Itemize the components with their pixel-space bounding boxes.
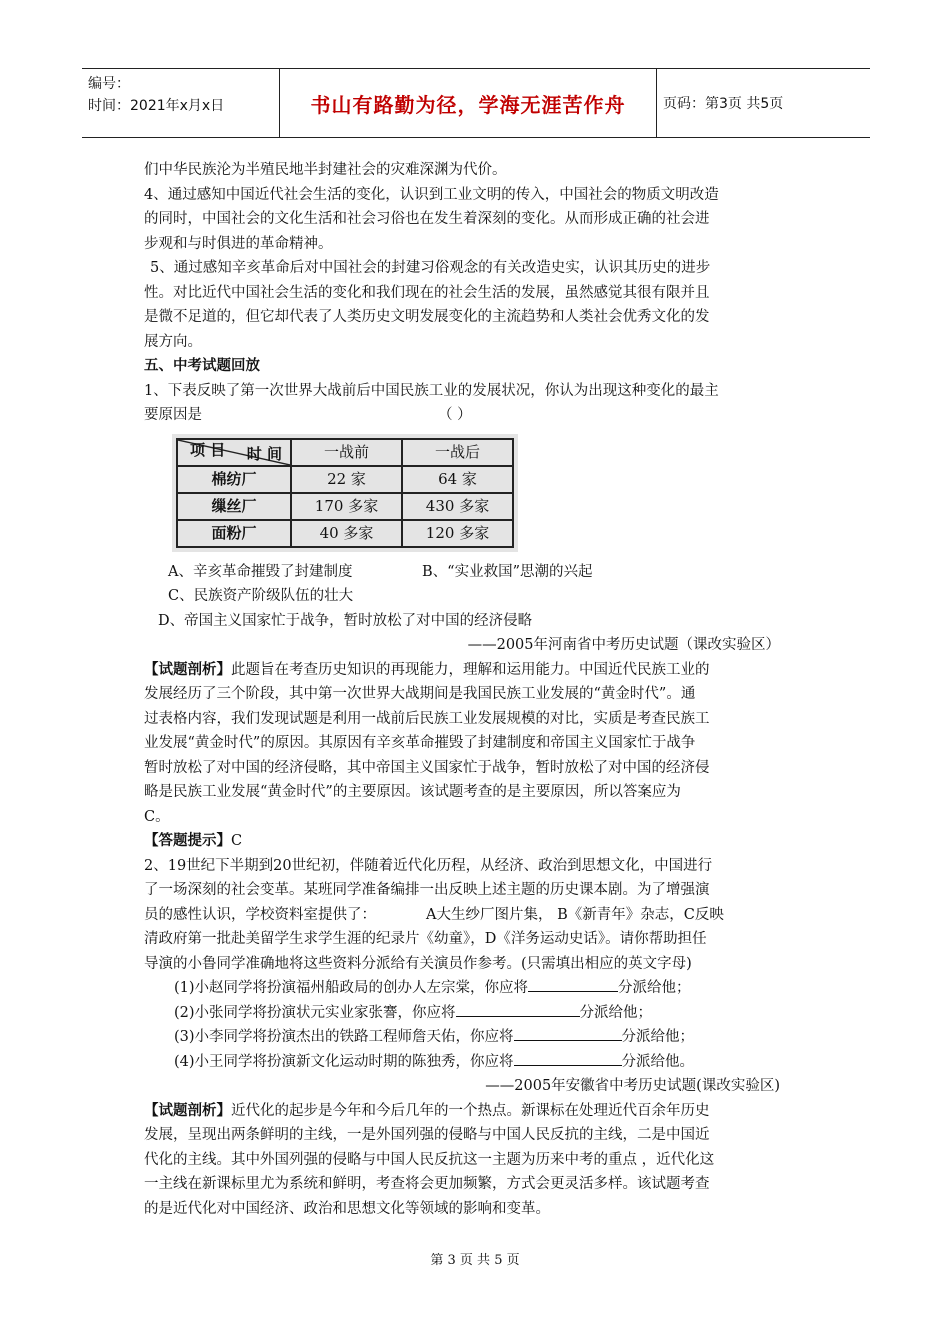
paragraph: 4、通过感知中国近代社会生活的变化，认识到工业文明的传入，中国社会的物质文明改造 xyxy=(144,186,719,203)
page-footer: 第 3 页 共 5 页 xyxy=(430,1253,520,1268)
option-b: B、“实业救国”思潮的兴起 xyxy=(422,563,593,580)
analysis-paragraph xyxy=(144,1099,808,1124)
table-row xyxy=(177,493,513,520)
sub-question-4 xyxy=(144,1050,808,1075)
header-motto: 书山有路勤为径，学海无涯苦作舟 xyxy=(279,69,657,137)
cell-before: 22 家 xyxy=(291,466,402,493)
paragraph: 5、通过感知辛亥革命后对中国社会的封建习俗观念的有关改造史实，认识其历史的进步 xyxy=(150,260,711,276)
table-corner-cell xyxy=(177,439,291,466)
sub-question-2 xyxy=(144,1001,808,1026)
question-1-stem-cont xyxy=(144,403,808,428)
fill-blank-2[interactable] xyxy=(456,1002,580,1017)
question-2-stem: 清政府第一批赴美留学生求学生涯的纪录片《幼童》，D《洋务运动史话》。请你帮助担任 xyxy=(144,931,707,947)
paragraph: 是微不足道的，但它却代表了人类历史文明发展变化的主流趋势和人类社会优秀文化的发 xyxy=(144,309,710,325)
analysis-line: 发展经历了三个阶段，其中第一次世界大战期间是我国民族工业发展的“黄金时代”。通 xyxy=(144,686,696,702)
cell-before: 170 多家 xyxy=(291,493,402,520)
table-row xyxy=(177,466,513,493)
row-item: 面粉厂 xyxy=(177,520,291,547)
question-source: ——2005年河南省中考历史试题（课改实验区） xyxy=(467,637,780,653)
row-item: 缫丝厂 xyxy=(177,493,291,520)
sub-question-3 xyxy=(144,1025,808,1050)
answer-paren: （ ） xyxy=(438,407,472,423)
analysis-line: 过表格内容，我们发现试题是利用一战前后民族工业发展规模的对比，实质是考查民族工 xyxy=(144,710,710,727)
sub-text: (3)小李同学将扮演杰出的铁路工程师詹天佑，你应将 xyxy=(174,1029,514,1045)
sub-text: 分派给他； xyxy=(618,980,691,996)
question-2-stem xyxy=(144,903,808,928)
analysis-label: 【试题剖析】 xyxy=(144,660,231,678)
sub-text: (2)小张同学将扮演状元实业家张謇，你应将 xyxy=(174,1004,456,1021)
header-meta xyxy=(82,69,279,137)
analysis-line: C。 xyxy=(144,808,170,825)
column-header: 一战前 xyxy=(291,439,402,466)
analysis-line: 发展，呈现出两条鲜明的主线，一是外国列强的侵略与中国人民反抗的主线，二是中国近 xyxy=(144,1127,710,1143)
question-source: ——2005年安徽省中考历史试题(课改实验区) xyxy=(485,1078,780,1094)
cell-after: 430 多家 xyxy=(402,493,513,520)
question-2-stem: 了一场深刻的社会变革。某班同学准备编排一出反映上述主题的历史课本剧。为了增强演 xyxy=(144,882,710,898)
analysis-line: 业发展“黄金时代”的原因。其原因有辛亥革命摧毁了封建制度和帝国主义国家忙于战争 xyxy=(144,735,696,751)
doc-date: 时间：2021年x月x日 xyxy=(88,98,225,114)
analysis-line: 代化的主线。其中外国列强的侵略与中国人民反抗这一主题为历来中考的重点 ，近代化这 xyxy=(144,1151,715,1168)
stem-part: A大生纱厂图片集， B《新青年》杂志，C反映 xyxy=(426,906,724,923)
analysis-line: 一主线在新课标里尤为系统和鲜明，考查将会更加频繁，方式会更灵活多样。该试题考查 xyxy=(144,1176,710,1192)
corner-top-label: 时 间 xyxy=(246,444,282,463)
industry-table-image xyxy=(172,434,518,552)
paragraph: 性。对比近代中国社会生活的变化和我们现在的社会生活的发展，虽然感觉其很有限并且 xyxy=(144,284,710,301)
stem-part: 员的感性认识，学校资料室提供了： xyxy=(144,906,376,923)
analysis-text: 近代化的起步是今年和今后几年的一个热点。新课标在处理近代百余年历史 xyxy=(231,1102,710,1119)
option-a: A、辛亥革命摧毁了封建制度 xyxy=(168,563,353,580)
paragraph: 步观和与时俱进的革命精神。 xyxy=(144,235,333,252)
analysis-line: 的是近代化对中国经济、政治和思想文化等领域的影响和变革。 xyxy=(144,1200,550,1217)
question-1-stem: 1、下表反映了第一次世界大战前后中国民族工业的发展状况，你认为出现这种变化的最主 xyxy=(144,382,719,399)
sub-text: 分派给他； xyxy=(621,1029,695,1045)
analysis-line: 略是民族工业发展“黄金时代”的主要原因。该试题考查的是主要原因，所以答案应为 xyxy=(144,784,681,800)
answer-hint xyxy=(144,829,808,854)
paragraph: 们中华民族沦为半殖民地半封建社会的灾难深渊为代价。 xyxy=(144,162,507,178)
question-1-stem-b: 要原因是 xyxy=(144,407,202,423)
option-c: C、民族资产阶级队伍的壮大 xyxy=(168,588,354,604)
table-row xyxy=(177,520,513,547)
analysis-line: 暂时放松了对中国的经济侵略，其中帝国主义国家忙于战争，暂时放松了对中国的经济侵 xyxy=(144,759,710,776)
analysis-text: 此题旨在考查历史知识的再现能力，理解和运用能力。中国近代民族工业的 xyxy=(231,661,710,678)
answer-label: 【答题提示】 xyxy=(144,832,231,849)
document-body xyxy=(144,158,808,1221)
industry-table xyxy=(176,438,514,548)
paragraph: 展方向。 xyxy=(144,333,202,350)
column-header: 一战后 xyxy=(402,439,513,466)
paragraph: 的同时，中国社会的文化生活和社会习俗也在发生着深刻的变化。从而形成正确的社会进 xyxy=(144,211,710,227)
page-header xyxy=(82,68,870,138)
fill-blank-1[interactable] xyxy=(528,977,618,992)
corner-bottom-label: 项 目 xyxy=(190,441,226,459)
analysis-paragraph xyxy=(144,658,808,683)
sub-question-1 xyxy=(144,976,808,1001)
row-item: 棉纺厂 xyxy=(177,466,291,493)
doc-code-label: 编号： xyxy=(88,76,130,92)
options-ab xyxy=(144,560,808,585)
answer-value: C xyxy=(231,833,243,849)
cell-after: 120 多家 xyxy=(402,520,513,547)
section-title: 五、中考试题回放 xyxy=(144,357,260,374)
sub-text: (4)小王同学将扮演新文化运动时期的陈独秀，你应将 xyxy=(174,1053,514,1070)
analysis-label: 【试题剖析】 xyxy=(144,1101,231,1119)
sub-text: 分派给他； xyxy=(579,1004,653,1021)
fill-blank-4[interactable] xyxy=(514,1051,622,1066)
option-d: D、帝国主义国家忙于战争，暂时放松了对中国的经济侵略 xyxy=(158,612,533,629)
sub-text: 分派给他。 xyxy=(621,1053,695,1070)
question-2-stem: 导演的小鲁同学准确地将这些资料分派给有关演员作参考。(只需填出相应的英文字母) xyxy=(144,955,692,972)
sub-text: (1)小赵同学将扮演福州船政局的创办人左宗棠，你应将 xyxy=(174,980,529,996)
header-page-info: 页码：第3页 共5页 xyxy=(663,96,784,112)
cell-after: 64 家 xyxy=(402,466,513,493)
fill-blank-3[interactable] xyxy=(514,1026,622,1041)
cell-before: 40 多家 xyxy=(291,520,402,547)
question-2-stem: 2、19世纪下半期到20世纪初，伴随着近代化历程，从经济、政治到思想文化，中国进行 xyxy=(144,857,713,874)
